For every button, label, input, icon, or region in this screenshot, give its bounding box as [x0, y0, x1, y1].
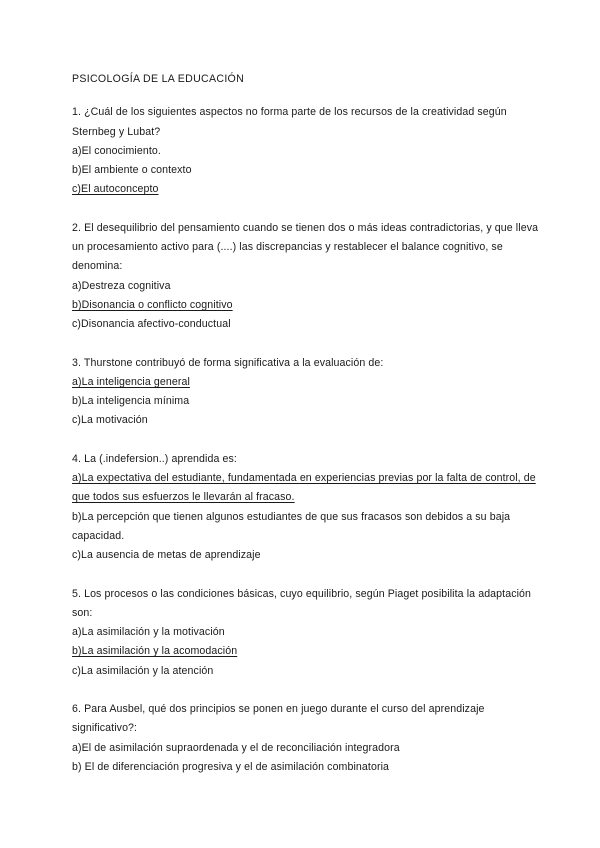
- answer-option-correct: c)El autoconcepto: [72, 183, 159, 196]
- answer-option-correct: b)Disonancia o conflicto cognitivo: [72, 298, 233, 311]
- answer-option: b)La inteligencia mínima: [72, 395, 190, 408]
- answer-option: b) El de diferenciación progresiva y el de asimilación combinatoria: [72, 760, 390, 773]
- document-body: [72, 70, 542, 796]
- answer-option: b)El ambiente o contexto: [72, 164, 192, 177]
- question-1: [72, 103, 542, 199]
- answer-option-correct: b)La asimilación y la acomodación: [72, 645, 238, 658]
- question-6: [72, 700, 542, 777]
- answer-option: b)La percepción que tienen algunos estudiantes de que sus fracasos son debidos a su baja capacidad.: [72, 510, 511, 542]
- question-5: [72, 585, 542, 681]
- question-text: 1. ¿Cuál de los siguientes aspectos no forma parte de los recursos de la creatividad según Sternbeg y Lubat?: [72, 106, 507, 138]
- question-text: 6. Para Ausbel, qué dos principios se ponen en juego durante el curso del aprendizaje significativo?:: [72, 703, 485, 735]
- answer-option: a)La asimilación y la motivación: [72, 626, 225, 639]
- answer-option: c)Disonancia afectivo-conductual: [72, 318, 231, 331]
- answer-option: a)Destreza cognitiva: [72, 279, 171, 292]
- answer-option: c)La motivación: [72, 414, 148, 427]
- answer-option: a)El conocimiento.: [72, 144, 161, 157]
- question-text: 4. La (.indefersion..) aprendida es:: [72, 452, 237, 465]
- question-2: [72, 219, 542, 335]
- answer-option: a)El de asimilación supraordenada y el de reconciliación integradora: [72, 741, 400, 754]
- answer-option: c)La asimilación y la atención: [72, 664, 214, 677]
- answer-option-correct: a)La inteligencia general: [72, 375, 190, 388]
- answer-option: c)La ausencia de metas de aprendizaje: [72, 549, 261, 562]
- answer-option-correct: a)La expectativa del estudiante, fundamentada en experiencias previas por la falta de control, de que todos sus esfuerzos le llevarán al fracaso.: [72, 472, 536, 504]
- question-3: [72, 354, 542, 431]
- question-text: 2. El desequilibrio del pensamiento cuando se tienen dos o más ideas contradictorias, y que lleva un procesamiento activo para (....) las discrepancias y restablecer el balance cognitivo, se denomina:: [72, 221, 539, 273]
- document-title: PSICOLOGÍA DE LA EDUCACIÓN: [72, 73, 245, 85]
- question-4: [72, 450, 542, 566]
- question-text: 5. Los procesos o las condiciones básicas, cuyo equilibrio, según Piaget posibilita la adaptación son:: [72, 587, 532, 619]
- question-text: 3. Thurstone contribuyó de forma significativa a la evaluación de:: [72, 356, 384, 369]
